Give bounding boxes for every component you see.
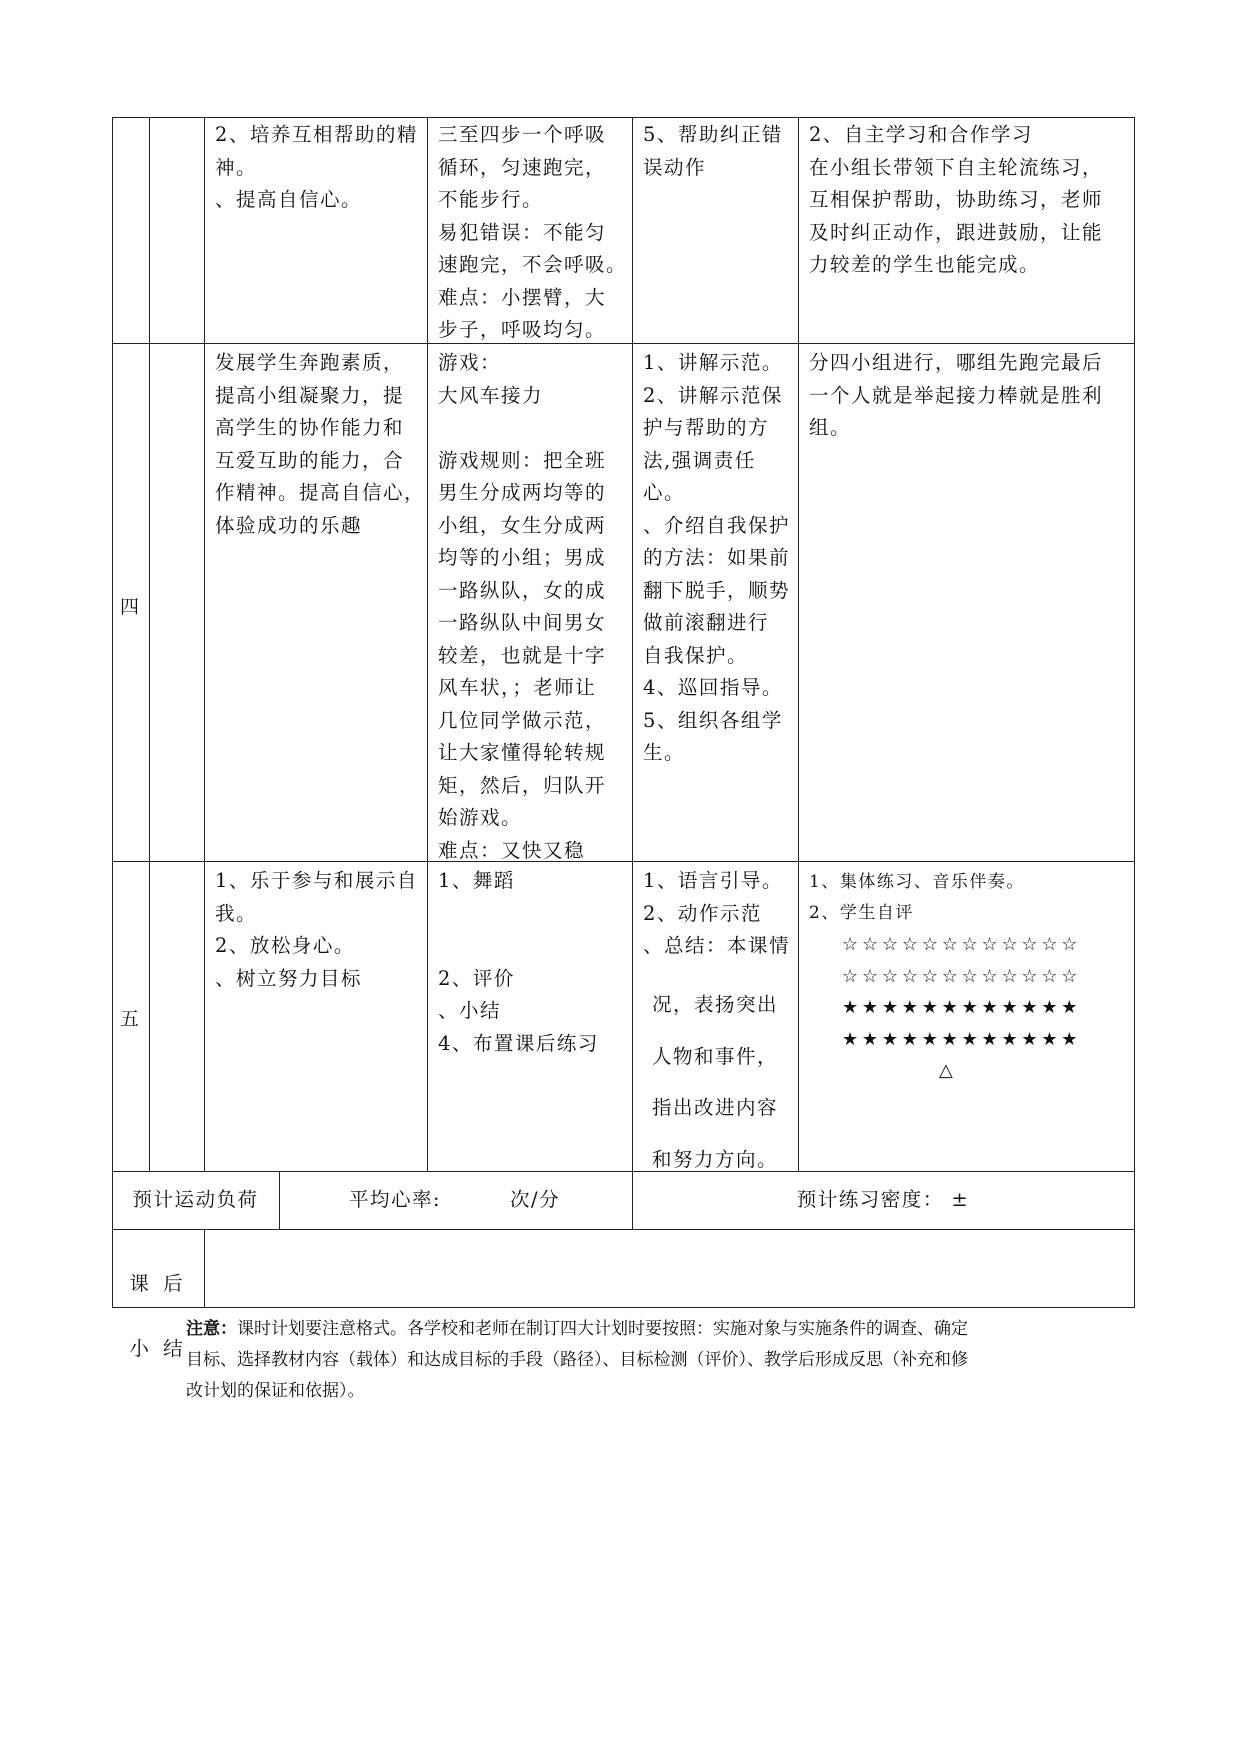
row-objective: 2、培养互相帮助的精 神。 、提高自信心。	[215, 123, 418, 211]
row-teacher-activity: 5、帮助纠正错 误动作	[643, 123, 783, 179]
hollow-star-row: ☆☆☆☆☆☆☆☆☆☆☆☆	[842, 934, 1082, 955]
row-label: 五	[120, 1008, 140, 1030]
row-student-activity: 分四小组进行，哪组先跑完最后 一个人就是举起接力棒就是胜利 组。	[809, 351, 1104, 439]
hollow-star-row: ☆☆☆☆☆☆☆☆☆☆☆☆	[842, 965, 1082, 987]
row-content: 游戏： 大风车接力 游戏规则：把全班 男生分成两均等的 小组，女生分成两 均等的小组；男成 一路纵队，女的成 一路纵队中间男女 较差，也就是十字 风车状，；老师让 几位同学做示范， 让大家懂得轮转规 矩，然后，归队开 始游戏。 难点：又快又稳	[438, 351, 607, 862]
table-border-right	[1134, 117, 1135, 1308]
note-text: 课时计划要注意格式。各学校和老师在制订四大计划时要按照：实施对象与实施条件的调查、确定 目标、选择教材内容（载体）和达成目标的手段（路径）、目标检测（评价）、教学后形成反思（补充和修 改计划的保证和依据）。	[186, 1319, 968, 1401]
exercise-density-label: 预计练习密度： ±	[796, 1188, 970, 1211]
row-teacher-activity: 1、讲解示范。 2、讲解示范保 护与帮助的方 法,强调责任心。 、介绍自我保护 的方法：如果前 翻下脱手，顺势 做前滚翻进行 自我保护。 4、巡回指导。 5、组织各组学 生。	[643, 351, 791, 764]
row-label: 四	[120, 596, 140, 618]
heart-rate-unit: 次/分	[510, 1188, 561, 1211]
load-label: 预计运动负荷	[132, 1188, 259, 1211]
row-teacher-activity-continued: 况，表扬突出 人物和事件， 指出改进内容 和努力方向。	[652, 993, 779, 1171]
column-divider	[279, 1171, 280, 1229]
row-student-activity: 1、集体练习、音乐伴奏。 2、学生自评	[809, 872, 1025, 923]
table-border-bottom	[112, 1307, 1135, 1308]
format-note	[186, 1314, 1066, 1407]
column-divider	[204, 1229, 205, 1308]
row-content: 三至四步一个呼吸 循环，匀速跑完， 不能步行。 易犯错误：不能匀 速跑完，不会呼吸。 难点：小摆臂，大 步子，呼吸均匀。	[438, 123, 628, 341]
solid-star-row: ★★★★★★★★★★★★	[842, 997, 1082, 1018]
summary-label-line2: 小 结	[129, 1336, 187, 1360]
row-objective: 1、乐于参与和展示自 我。 2、放松身心。 、树立努力目标	[215, 869, 418, 990]
solid-star-row: ★★★★★★★★★★★★	[842, 1028, 1082, 1050]
column-divider	[204, 117, 205, 1171]
heart-rate-label: 平均心率:	[349, 1188, 442, 1211]
teacher-position-mark: △	[939, 1060, 957, 1081]
row-content: 1、舞蹈 2、评价 、小结 4、布置课后练习	[438, 869, 599, 1055]
table-border-left	[112, 117, 113, 1308]
row-divider	[112, 1229, 1135, 1230]
column-divider	[798, 117, 799, 1171]
row-objective: 发展学生奔跑素质， 提高小组凝聚力，提 高学生的协作能力和 互爱互助的能力，合 作精神。提高自信心， 体验成功的乐趣	[215, 351, 426, 537]
note-label: 注意：	[186, 1319, 237, 1339]
summary-label-line1: 课 后	[129, 1271, 187, 1295]
formation-diagram	[842, 929, 1132, 1087]
row-teacher-activity: 1、语言引导。 2、动作示范 、总结：本课情	[643, 869, 791, 957]
row-student-activity: 2、自主学习和合作学习 在小组长带领下自主轮流练习， 互相保护帮助，协助练习，老师 及时纠正动作，跟进鼓励，让能 力较差的学生也能完成。	[809, 123, 1104, 276]
column-divider	[632, 117, 633, 1229]
column-divider	[427, 117, 428, 1171]
